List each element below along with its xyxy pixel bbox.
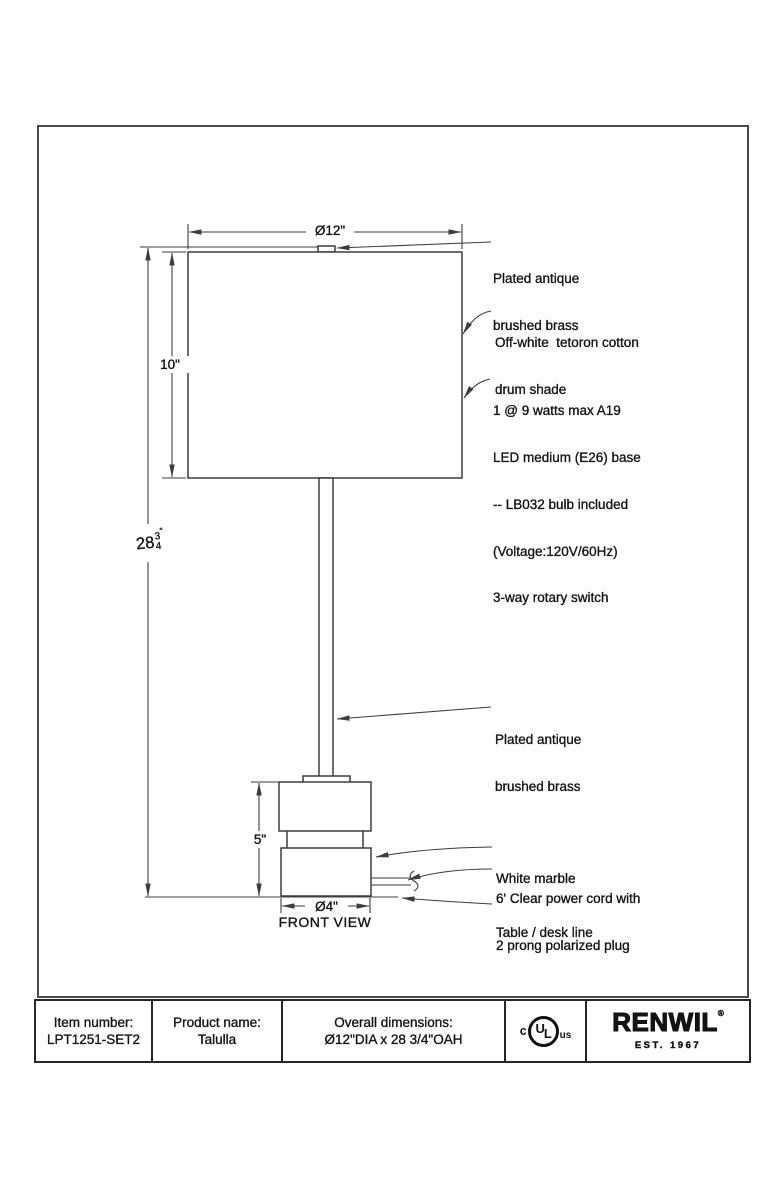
dim-base-diameter: Ø4" (305, 898, 348, 915)
annotation-bulb (493, 372, 641, 637)
annotation-line: -- LB032 bulb included (493, 496, 629, 512)
product-name-value: Talulla (197, 1032, 237, 1047)
leader-finial (337, 242, 491, 248)
leader-stem (337, 707, 491, 719)
dim-shade-height: 10" (150, 356, 190, 373)
leader-shade-material (463, 311, 491, 334)
title-block (34, 999, 751, 1063)
annotation-line: brushed brass (493, 317, 579, 333)
annotation-line: Off-white tetoron cotton (495, 335, 639, 351)
base-upper-block (279, 782, 371, 831)
brand-established: EST. 1967 (634, 1039, 702, 1051)
annotation-line: 1 @ 9 watts max A19 (493, 403, 621, 419)
cul-us-certification-icon (520, 1016, 572, 1047)
annotation-line: Table / desk line (496, 925, 593, 941)
annotation-line: Plated antique (495, 732, 582, 748)
item-number-value: LPT1251-SET2 (46, 1032, 141, 1047)
dim-base-height: 5" (245, 831, 275, 848)
drum-shade (188, 252, 462, 478)
dim-shade-diameter: Ø12" (306, 222, 354, 239)
leader-cord (408, 869, 492, 880)
fraction-denominator: 4 (155, 540, 162, 553)
annotation-line: 6' Clear power cord with (496, 891, 641, 907)
annotation-line: White marble (496, 871, 576, 887)
view-label: FRONT VIEW (278, 914, 372, 930)
product-name-label: Product name: (173, 1015, 261, 1030)
ul-letter-u: U (535, 1020, 544, 1036)
annotation-table-line (496, 894, 593, 972)
annotation-line: drum shade (495, 381, 567, 397)
item-number-cell (36, 1001, 153, 1061)
leader-table-line (402, 898, 492, 904)
annotation-line: LED medium (E26) base (493, 449, 641, 465)
cul-prefix: c (519, 1023, 527, 1038)
leader-bulb (464, 379, 490, 398)
annotation-stem (495, 701, 581, 826)
annotation-line: 2 prong polarized plug (496, 937, 630, 953)
base-recess (287, 831, 363, 848)
ul-mark-circle (528, 1016, 559, 1047)
fraction-numerator: 3 (154, 530, 161, 543)
leader-marble (376, 847, 492, 857)
annotation-line: Plated antique (493, 271, 580, 287)
annotation-line: brushed brass (495, 778, 581, 794)
overall-height-unit: " (159, 525, 164, 536)
cul-suffix: us (559, 1029, 572, 1041)
dim-overall-height (124, 522, 176, 565)
cord-break-symbol (410, 871, 418, 891)
brand-logo (612, 1006, 724, 1054)
overall-dimensions-label: Overall dimensions: (334, 1015, 453, 1030)
registered-trademark-icon: ® (717, 1008, 724, 1018)
overall-height-whole: 28 (135, 533, 156, 553)
item-number-label: Item number: (53, 1015, 134, 1030)
brand-cell (587, 1001, 749, 1061)
brand-name: RENWIL (612, 1006, 718, 1037)
product-name-cell (153, 1001, 283, 1061)
lamp-outline (188, 246, 462, 896)
overall-dimensions-cell (283, 1001, 506, 1061)
overall-dimensions-value: Ø12"DIA x 28 3/4"OAH (324, 1032, 463, 1047)
finial-spider (318, 246, 335, 252)
annotation-line: (Voltage:120V/60Hz) (493, 543, 618, 559)
base-lower-block (281, 848, 371, 896)
stem (319, 478, 333, 777)
certification-cell (506, 1001, 587, 1061)
ul-letter-l: L (543, 1025, 551, 1041)
annotation-line: 3-way rotary switch (493, 590, 609, 606)
